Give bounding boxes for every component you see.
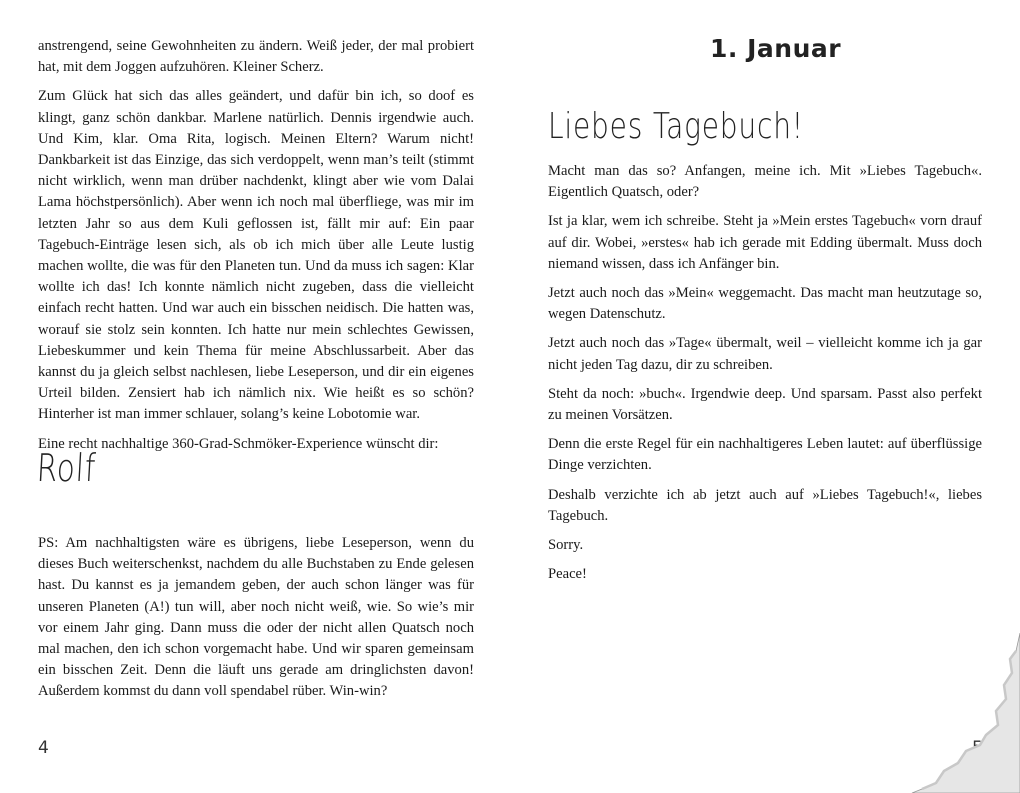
right-paragraph-9: Peace! <box>548 566 587 583</box>
right-paragraph-7: Deshalb verzichte ich ab jetzt auch auf »Liebes Tagebuch!«, liebes Tagebuch. <box>548 486 982 524</box>
postscript <box>38 533 474 711</box>
right-paragraph-2: Ist ja klar, wem ich schreibe. Steht ja »Mein erstes Tagebuch« vorn drauf auf dir. Wobei, »erstes« hab ich gerade mit Edding übermalt. Muss doch niemand wissen, dass ich Anfänger bin. <box>548 213 982 272</box>
left-paragraph-2: Zum Glück hat sich das alles geändert, und dafür bin ich, so doof es klingt, ganz schön dankbar. Marlene natürlich. Dennis irgendwie auch. Und Kim, klar. Oma Rita, logisch. Meinen Eltern? Warum nicht! Dankbarkeit ist das Einzige, das sich verdoppelt, wenn man’s teilt (stimmt nicht wirklich, wenn man drüber nachdenkt, klingt aber wie vom Dalai Lama höchstpersönlich). Aber wenn ich noch mal überfliege, was mir im letzten Jahr so aus dem Kuli geflossen ist, fällt mir auf: Ein paar Tagebuch-Einträge lesen sich, als ob ich mich über alle Leute lustig machen wollte, die was für den Planeten tun. Und da muss ich sagen: Klar wollte ich das! Ich konnte nämlich nicht zugeben, dass die vielleicht einfach recht hatten. Und war auch ein bisschen neidisch. Die hatten was, worauf sie stolz sein konnten. Ich hatte nur mein schlechtes Gewissen, Liebeskummer und kein Thema für meine Abschlussarbeit. Aber das kannst du ja gleich selbst nachlesen, liebe Leseperson, und dir ein eigenes Urteil bilden. Zensiert hab ich nämlich nix. Wie heißt es so schön? Hinterher ist man immer schlauer, solang’s keine Lobotomie war. <box>38 88 474 423</box>
right-paragraph-4: Jetzt auch noch das »Tage« übermalt, weil – vielleicht komme ich ja gar nicht jeden Tag dazu, dir zu schreiben. <box>548 335 982 373</box>
signature: Rolf <box>35 446 98 490</box>
page-number-left: 4 <box>38 738 49 758</box>
chapter-title: 1. Januar <box>710 34 842 63</box>
right-paragraph-8: Sorry. <box>548 537 584 554</box>
right-paragraph-5: Steht da noch: »buch«. Irgendwie deep. Und sparsam. Passt also perfekt zu meinen Vorsätzen. <box>548 385 982 424</box>
right-paragraph-1: Macht man das so? Anfangen, meine ich. Mit »Liebes Tagebuch«. Eigentlich Quatsch, oder? <box>548 163 982 201</box>
left-page-body <box>38 36 474 463</box>
right-page <box>510 0 1020 793</box>
right-paragraph-3: Jetzt auch noch das »Mein« weggemacht. Das macht man heutzutage so, wegen Datenschutz. <box>548 285 982 323</box>
postscript-text: PS: Am nachhaltigsten wäre es übrigens, liebe Leseperson, wenn du dieses Buch weiterschenkst, nachdem du alle Buchstaben zu Ende gelesen hast. Du kannst es ja jemandem geben, der auch schon länger was für unseren Planeten (A!) tun will, aber noch nicht weiß, wie. So wie’s mir vor einem Jahr ging. Dann muss die oder der nicht allen Quatsch noch mal machen, den ich schon vorgemacht habe. Und wir sparen gemeinsam ein bisschen Zeit. Denn die läuft uns gerade am dringlichsten davon! Außerdem kommst du dann voll spendabel rüber. Win-win? <box>38 535 474 700</box>
right-page-body <box>548 161 982 593</box>
left-paragraph-3: Eine recht nachhaltige 360-Grad-Schmöker-Experience wünscht dir: <box>38 435 439 452</box>
right-paragraph-6: Denn die erste Regel für ein nachhaltigeres Leben lautet: auf überflüssige Dinge verzichten. <box>548 436 982 474</box>
torn-paper-corner <box>900 633 1020 793</box>
diary-greeting: Liebes Tagebuch! <box>548 106 804 147</box>
left-paragraph-1: anstrengend, seine Gewohnheiten zu ändern. Weiß jeder, der mal probiert hat, mit dem Joggen aufzuhören. Kleiner Scherz. <box>38 38 474 76</box>
